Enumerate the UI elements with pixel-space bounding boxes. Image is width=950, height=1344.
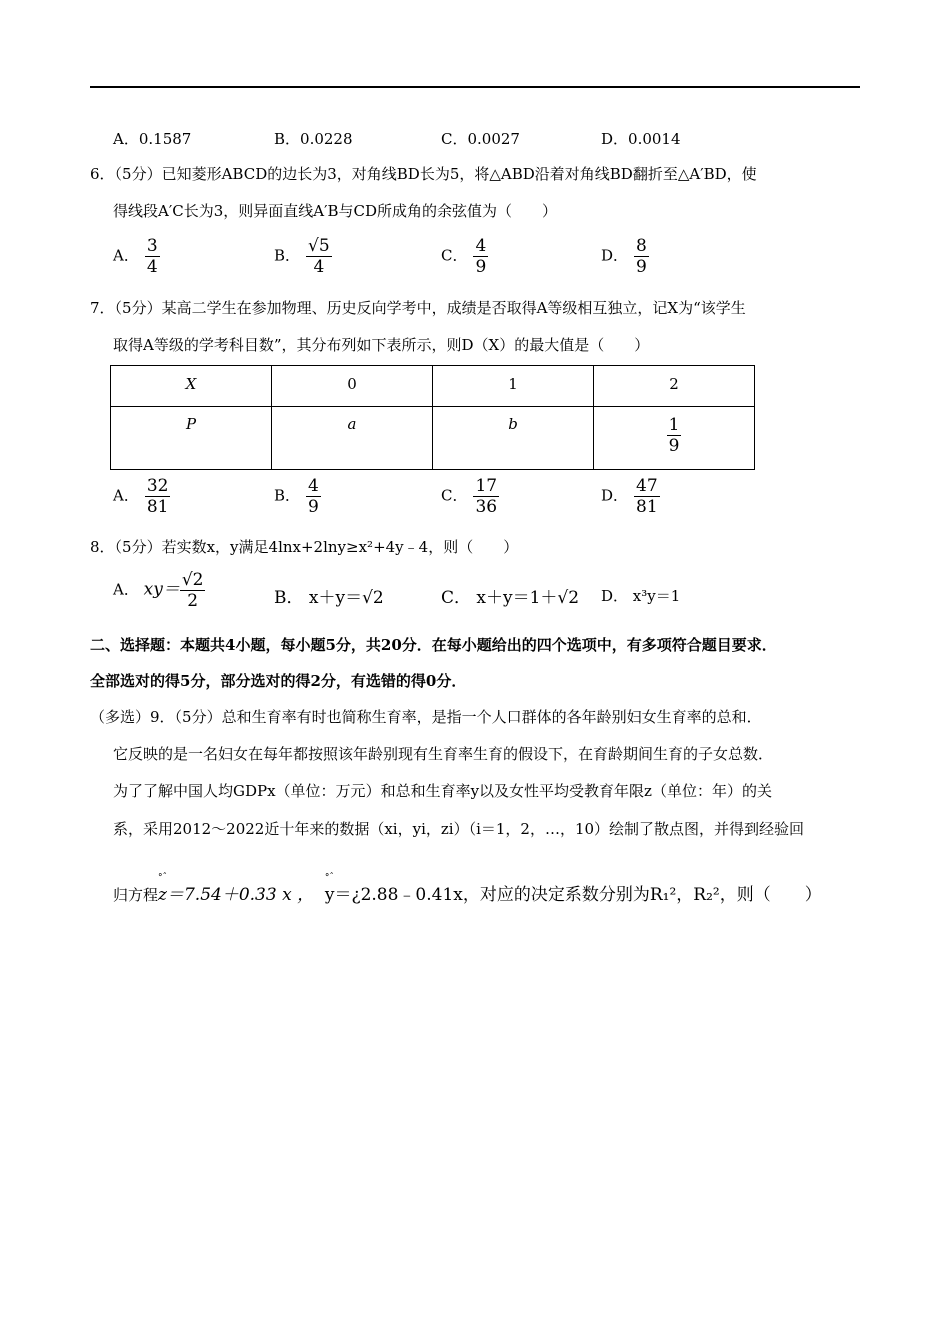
fraction-denominator: 9 [668, 436, 680, 456]
fraction-numerator: 47 [636, 476, 658, 496]
q8-option-b: B． x＋y＝√2 [274, 588, 384, 608]
q6-option-a-label: A． [113, 246, 139, 265]
q8-option-c: C． x＋y＝1＋√2 [441, 588, 580, 608]
header-rule [90, 86, 860, 88]
distribution-table [110, 365, 755, 470]
fraction-numerator: 3 [146, 236, 158, 256]
q6-option-b [274, 236, 332, 277]
q7-option-c [441, 476, 499, 517]
hat-mark-icon: °ˆ [324, 873, 334, 883]
fraction-denominator: 2 [187, 591, 199, 611]
q7-option-c-fraction [473, 476, 499, 517]
hat-mark-icon: °ˆ [158, 873, 168, 883]
q6-option-c-label: C． [441, 246, 468, 265]
table-cell: 1 [433, 366, 594, 407]
fraction-numerator: √5 [308, 236, 330, 256]
q8-stem: 8．（5分）若实数x，y满足4lnx+2lny≥x²+4y﹣4，则（ ） [90, 538, 519, 556]
fraction-denominator: 36 [475, 497, 498, 517]
q6-option-d [601, 236, 649, 277]
fraction-denominator: 81 [636, 497, 658, 517]
q5-option-d: D．0.0014 [601, 130, 681, 148]
table-cell: b [433, 407, 594, 470]
fraction-numerator: 4 [308, 476, 319, 496]
q9-stem-line2: 它反映的是一名妇女在每年都按照该年龄别现有生育率生育的假设下，在育龄期间生育的子女总数． [113, 745, 774, 763]
q8-option-a-fraction [180, 570, 206, 611]
table-cell: P [111, 407, 272, 470]
q6-option-d-fraction [634, 236, 649, 277]
table-row [111, 366, 755, 407]
q7-stem-line2: 取得A等级的学考科目数”，其分布列如下表所示，则D（X）的最大值是（ ） [113, 336, 650, 354]
fraction-denominator: 4 [146, 257, 158, 277]
fraction-numerator: 4 [475, 236, 487, 256]
q9-regression-z-text: z＝7.54＋0.33 x ， [158, 885, 315, 905]
table-cell: a [272, 407, 433, 470]
q6-option-b-label: B． [274, 246, 301, 265]
q7-option-d [601, 476, 660, 517]
fraction-numerator: 8 [636, 236, 647, 256]
q9-regression-y [324, 873, 822, 905]
q9-regression-z [158, 873, 315, 905]
q9-stem-line4: 系，采用2012～2022近十年来的数据（xi，yi，zi）（i＝1，2，…，10）绘制了散点图，并得到经验回 [113, 820, 805, 838]
table-cell: 0 [272, 366, 433, 407]
q7-option-b [274, 476, 321, 517]
q7-option-a-fraction [145, 476, 171, 517]
q5-option-a: A．0.1587 [113, 130, 192, 148]
fraction-numerator: √2 [181, 570, 204, 590]
q7-option-b-label: B． [274, 486, 301, 505]
q6-option-a-fraction [145, 236, 160, 277]
q9-stem-line1: （多选）9．（5分）总和生育率有时也简称生育率，是指一个人口群体的各年龄别妇女生育率的总和． [90, 708, 762, 726]
q9-line5-prefix: 归方程 [113, 886, 159, 904]
q6-option-c [441, 236, 488, 277]
q7-option-a [113, 476, 170, 517]
q7-option-c-label: C． [441, 486, 468, 505]
table-cell [594, 407, 755, 470]
q7-stem-line1: 7．（5分）某高二学生在参加物理、历史反向学考中，成绩是否取得A等级相互独立，记X为“该学生 [90, 299, 746, 317]
section2-heading-line1: 二、选择题：本题共4小题，每小题5分，共20分．在每小题给出的四个选项中，有多项符合题目要求． [90, 636, 777, 654]
q7-option-b-fraction [306, 476, 321, 517]
q7-option-d-fraction [634, 476, 660, 517]
q5-option-b: B．0.0228 [274, 130, 353, 148]
q9-stem-line3: 为了了解中国人均GDPx（单位：万元）和总和生育率y以及女性平均受教育年限z（单位：年）的关 [113, 782, 772, 800]
table-cell: 2 [594, 366, 755, 407]
q8-option-a [113, 570, 205, 611]
q8-option-d: D． x³y＝1 [601, 587, 681, 605]
q7-option-d-label: D． [601, 486, 629, 505]
fraction-denominator: 9 [475, 257, 487, 277]
q7-option-a-label: A． [113, 486, 139, 505]
q6-option-d-label: D． [601, 246, 629, 265]
section2-heading-line2: 全部选对的得5分，部分选对的得2分，有选错的得0分． [90, 672, 467, 690]
fraction-denominator: 81 [146, 497, 169, 517]
q8-option-a-label: A． [113, 580, 139, 599]
fraction-denominator: 4 [313, 257, 325, 277]
table-cell: X [111, 366, 272, 407]
q9-regression-y-text: y＝¿2.88﹣0.41x，对应的决定系数分别为R₁²，R₂²，则（ ） [324, 885, 822, 905]
table-row [111, 407, 755, 470]
q6-stem-line2: 得线段A′C长为3，则异面直线A′B与CD所成角的余弦值为（ ） [113, 202, 558, 220]
fraction-denominator: 9 [636, 257, 647, 277]
q9-stem-line5 [113, 873, 822, 905]
fraction-numerator: 17 [475, 476, 498, 496]
q6-option-c-fraction [473, 236, 488, 277]
q6-stem-line1: 6．（5分）已知菱形ABCD的边长为3，对角线BD长为5，将△ABD沿着对角线BD翻折至△A′BD，使 [90, 165, 757, 183]
q6-option-a [113, 236, 160, 277]
q5-option-c: C．0.0027 [441, 130, 520, 148]
q6-option-b-fraction [306, 236, 332, 277]
fraction-denominator: 9 [308, 497, 319, 517]
table-fraction [667, 415, 682, 456]
fraction-numerator: 1 [668, 415, 680, 435]
fraction-numerator: 32 [146, 476, 169, 496]
q8-option-a-lhs: xy＝ [143, 579, 180, 600]
